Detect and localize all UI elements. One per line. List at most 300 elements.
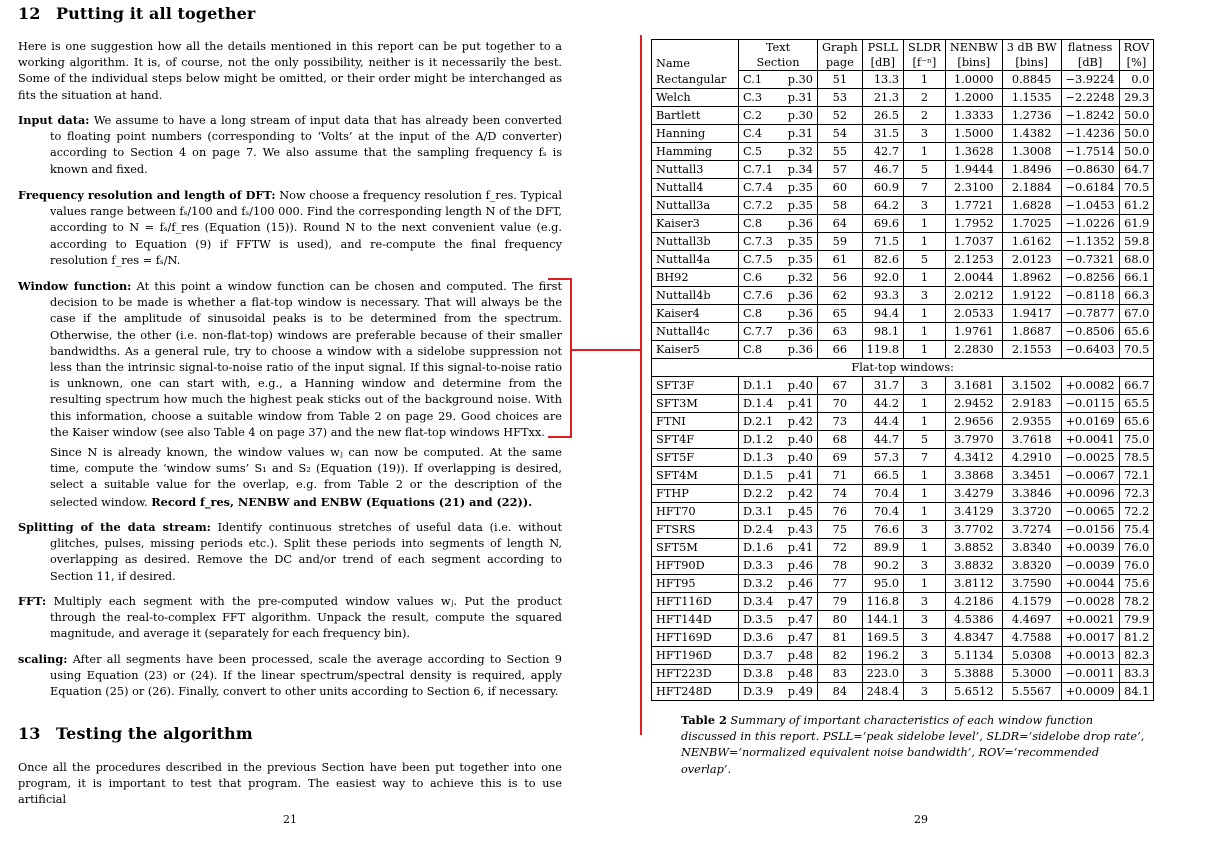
cell-sldr: 3: [904, 593, 946, 611]
cell-graph-page: 83: [818, 665, 863, 683]
cell-name: FTNI: [652, 413, 739, 431]
caption-label: Table 2: [681, 713, 727, 727]
cell-rov: 68.0: [1119, 251, 1154, 269]
cell-flatness: −3.9224: [1061, 71, 1119, 89]
cell-rov: 65.6: [1119, 323, 1154, 341]
header-flatness-unit: [dB]: [1061, 55, 1119, 71]
cell-section: D.3.3: [739, 557, 784, 575]
cell-graph-page: 57: [818, 161, 863, 179]
cell-graph-page: 63: [818, 323, 863, 341]
item-term: Splitting of the data stream:: [18, 520, 211, 534]
cell-nenbw: 2.0212: [945, 287, 1002, 305]
header-page: page: [818, 55, 863, 71]
cell-sldr: 5: [904, 431, 946, 449]
cell-nenbw: 1.0000: [945, 71, 1002, 89]
cell-3db-bw: 1.9417: [1002, 305, 1061, 323]
cell-name: HFT169D: [652, 629, 739, 647]
cell-nenbw: 3.1681: [945, 377, 1002, 395]
cell-graph-page: 60: [818, 179, 863, 197]
table-row: [652, 611, 1154, 629]
cell-rov: 78.2: [1119, 593, 1154, 611]
cell-3db-bw: 1.7025: [1002, 215, 1061, 233]
cell-nenbw: 3.8852: [945, 539, 1002, 557]
cell-flatness: +0.0039: [1061, 539, 1119, 557]
cell-psll: 144.1: [862, 611, 903, 629]
cell-3db-bw: 1.3008: [1002, 143, 1061, 161]
cell-flatness: −0.6184: [1061, 179, 1119, 197]
cell-name: Hamming: [652, 143, 739, 161]
cell-3db-bw: 3.1502: [1002, 377, 1061, 395]
item-term: Input data:: [18, 113, 90, 127]
cell-sldr: 3: [904, 125, 946, 143]
cell-flatness: −1.1352: [1061, 233, 1119, 251]
cell-section: D.3.7: [739, 647, 784, 665]
cell-section-page: p.47: [783, 611, 818, 629]
header-flatness: flatness: [1061, 40, 1119, 56]
cell-rov: 61.9: [1119, 215, 1154, 233]
cell-graph-page: 61: [818, 251, 863, 269]
annotation-bracket: [548, 278, 572, 438]
cell-graph-page: 77: [818, 575, 863, 593]
cell-3db-bw: 2.1553: [1002, 341, 1061, 359]
cell-graph-page: 76: [818, 503, 863, 521]
cell-nenbw: 3.3868: [945, 467, 1002, 485]
cell-section-page: p.30: [783, 107, 818, 125]
page-number-right: 29: [914, 813, 928, 826]
cell-name: BH92: [652, 269, 739, 287]
cell-name: Bartlett: [652, 107, 739, 125]
table-row: [652, 71, 1154, 89]
cell-nenbw: 2.9656: [945, 413, 1002, 431]
cell-sldr: 5: [904, 161, 946, 179]
section-13-heading: [18, 724, 253, 743]
header-psll-unit: [dB]: [862, 55, 903, 71]
cell-name: HFT144D: [652, 611, 739, 629]
cell-section: D.3.5: [739, 611, 784, 629]
table-row: [652, 287, 1154, 305]
cell-name: SFT4M: [652, 467, 739, 485]
table-row: [652, 539, 1154, 557]
header-psll: PSLL: [862, 40, 903, 56]
cell-section: C.8: [739, 215, 784, 233]
cell-graph-page: 72: [818, 539, 863, 557]
cell-graph-page: 65: [818, 305, 863, 323]
cell-flatness: +0.0021: [1061, 611, 1119, 629]
cell-graph-page: 73: [818, 413, 863, 431]
cell-psll: 248.4: [862, 683, 903, 701]
cell-flatness: −0.8630: [1061, 161, 1119, 179]
cell-rov: 50.0: [1119, 125, 1154, 143]
cell-sldr: 3: [904, 197, 946, 215]
cell-section-page: p.40: [783, 449, 818, 467]
page-number-left: 21: [283, 813, 297, 826]
table-row: [652, 251, 1154, 269]
table-row: [652, 395, 1154, 413]
cell-psll: 116.8: [862, 593, 903, 611]
cell-flatness: +0.0013: [1061, 647, 1119, 665]
cell-3db-bw: 3.8320: [1002, 557, 1061, 575]
cell-section-page: p.31: [783, 89, 818, 107]
flat-top-label: Flat-top windows:: [652, 359, 1154, 377]
header-3db-bw: 3 dB BW: [1002, 40, 1061, 56]
cell-3db-bw: 0.8845: [1002, 71, 1061, 89]
cell-psll: 89.9: [862, 539, 903, 557]
cell-graph-page: 69: [818, 449, 863, 467]
table-header-row: [652, 40, 1154, 56]
cell-rov: 79.9: [1119, 611, 1154, 629]
cell-nenbw: 1.7952: [945, 215, 1002, 233]
cell-section-page: p.34: [783, 161, 818, 179]
cell-section-page: p.35: [783, 233, 818, 251]
section-title: Putting it all together: [56, 4, 256, 23]
cell-rov: 65.6: [1119, 413, 1154, 431]
cell-nenbw: 2.2830: [945, 341, 1002, 359]
cell-section-page: p.36: [783, 215, 818, 233]
cell-graph-page: 59: [818, 233, 863, 251]
cell-graph-page: 51: [818, 71, 863, 89]
cell-section-page: p.41: [783, 539, 818, 557]
table-row: [652, 143, 1154, 161]
cell-graph-page: 58: [818, 197, 863, 215]
cell-nenbw: 1.3628: [945, 143, 1002, 161]
caption-text: Summary of important characteristics of each window function discussed in this report. PSLL=‘peak sidelobe level’, SLDR=‘sidelobe drop rate’, NENBW=‘normalized equivalent noise bandwidth’, ROV=‘recommended overlap’.: [681, 714, 1145, 776]
cell-rov: 66.7: [1119, 377, 1154, 395]
cell-name: SFT4F: [652, 431, 739, 449]
item-text: After all segments have been processed, scale the average according to Section 9 using Equation (23) or (24). If the linear spectrum/spectral density is required, apply Equation (25) or (26). Finally, convert to other units according to Section 6, if necessary.: [50, 653, 562, 699]
cell-flatness: +0.0009: [1061, 683, 1119, 701]
cell-rov: 65.5: [1119, 395, 1154, 413]
cell-nenbw: 3.4279: [945, 485, 1002, 503]
cell-3db-bw: 3.7274: [1002, 521, 1061, 539]
cell-name: Nuttall4a: [652, 251, 739, 269]
cell-sldr: 7: [904, 179, 946, 197]
item-term: Frequency resolution and length of DFT:: [18, 188, 276, 202]
cell-flatness: −0.8506: [1061, 323, 1119, 341]
cell-flatness: −0.8256: [1061, 269, 1119, 287]
cell-psll: 95.0: [862, 575, 903, 593]
cell-rov: 82.3: [1119, 647, 1154, 665]
cell-section: C.2: [739, 107, 784, 125]
cell-section-page: p.47: [783, 629, 818, 647]
cell-nenbw: 5.3888: [945, 665, 1002, 683]
cell-section: C.7.1: [739, 161, 784, 179]
cell-rov: 50.0: [1119, 107, 1154, 125]
cell-rov: 75.6: [1119, 575, 1154, 593]
window-summary-table: [651, 39, 1154, 701]
cell-3db-bw: 2.1884: [1002, 179, 1061, 197]
item-text: Now choose a frequency resolution f_res. Typical values range between fₛ/100 and fₛ/100 000. Find the corresponding length N of the DFT, according to N = fₛ/f_res (Equation (15)). Round N to the next convenient value (e.g. according to Equation (9) if FFTW is used), and re-compute the final frequency resolution f_res = fₛ/N.: [50, 189, 562, 267]
header-name: Name: [652, 40, 739, 71]
flat-top-separator-row: [652, 359, 1154, 377]
cell-sldr: 3: [904, 521, 946, 539]
window-followup-paragraph: [50, 445, 562, 511]
cell-3db-bw: 1.9122: [1002, 287, 1061, 305]
cell-rov: 29.3: [1119, 89, 1154, 107]
cell-sldr: 3: [904, 377, 946, 395]
cell-3db-bw: 1.1535: [1002, 89, 1061, 107]
cell-sldr: 2: [904, 107, 946, 125]
item-term: FFT:: [18, 594, 47, 608]
table-row: [652, 197, 1154, 215]
cell-section: D.3.2: [739, 575, 784, 593]
cell-nenbw: 1.2000: [945, 89, 1002, 107]
cell-section-page: p.36: [783, 341, 818, 359]
annotation-connector-line: [572, 349, 642, 351]
section-title: Testing the algorithm: [56, 724, 253, 743]
cell-name: Kaiser5: [652, 341, 739, 359]
item-fft: [18, 593, 562, 643]
cell-sldr: 1: [904, 575, 946, 593]
cell-rov: 76.0: [1119, 539, 1154, 557]
cell-name: HFT95: [652, 575, 739, 593]
cell-name: Nuttall3a: [652, 197, 739, 215]
cell-sldr: 1: [904, 395, 946, 413]
cell-psll: 31.5: [862, 125, 903, 143]
cell-3db-bw: 1.8496: [1002, 161, 1061, 179]
cell-name: Nuttall4: [652, 179, 739, 197]
cell-nenbw: 1.7721: [945, 197, 1002, 215]
table-row: [652, 161, 1154, 179]
cell-section: D.3.1: [739, 503, 784, 521]
cell-psll: 44.4: [862, 413, 903, 431]
cell-section: C.7.2: [739, 197, 784, 215]
cell-psll: 70.4: [862, 503, 903, 521]
cell-nenbw: 1.5000: [945, 125, 1002, 143]
cell-section: C.8: [739, 305, 784, 323]
cell-graph-page: 55: [818, 143, 863, 161]
cell-section-page: p.49: [783, 683, 818, 701]
cell-section-page: p.48: [783, 647, 818, 665]
cell-name: Welch: [652, 89, 739, 107]
cell-psll: 26.5: [862, 107, 903, 125]
cell-flatness: −1.0453: [1061, 197, 1119, 215]
header-nenbw-unit: [bins]: [945, 55, 1002, 71]
cell-graph-page: 52: [818, 107, 863, 125]
cell-flatness: −0.7321: [1061, 251, 1119, 269]
header-text: Text: [739, 40, 818, 56]
table-row: [652, 485, 1154, 503]
cell-section: D.1.4: [739, 395, 784, 413]
cell-flatness: −1.0226: [1061, 215, 1119, 233]
cell-section-page: p.47: [783, 593, 818, 611]
cell-3db-bw: 1.4382: [1002, 125, 1061, 143]
cell-sldr: 1: [904, 467, 946, 485]
cell-section-page: p.40: [783, 377, 818, 395]
cell-rov: 61.2: [1119, 197, 1154, 215]
cell-3db-bw: 4.4697: [1002, 611, 1061, 629]
item-text: Multiply each segment with the pre-computed window values wⱼ. Put the product through the real-to-complex FFT algorithm. Unpack the result, compute the squared magnitude, and average it (separately for each frequency bin).: [50, 595, 563, 641]
cell-sldr: 3: [904, 287, 946, 305]
section-13-paragraph: Once all the procedures described in the previous Section have been put together into one program, it is important to test that program. The easiest way to achieve this is to use artificial: [18, 761, 562, 807]
cell-3db-bw: 2.9183: [1002, 395, 1061, 413]
cell-sldr: 3: [904, 611, 946, 629]
cell-name: HFT223D: [652, 665, 739, 683]
cell-section: D.1.5: [739, 467, 784, 485]
cell-sldr: 7: [904, 449, 946, 467]
cell-sldr: 5: [904, 251, 946, 269]
cell-sldr: 1: [904, 71, 946, 89]
item-scaling: [18, 651, 562, 701]
cell-sldr: 3: [904, 683, 946, 701]
cell-name: HFT196D: [652, 647, 739, 665]
table-body-flat-top: [652, 377, 1154, 701]
cell-flatness: −0.0115: [1061, 395, 1119, 413]
annotation-vertical-line: [640, 35, 642, 735]
cell-psll: 44.7: [862, 431, 903, 449]
cell-section-page: p.45: [783, 503, 818, 521]
cell-section: C.3: [739, 89, 784, 107]
cell-section: D.1.3: [739, 449, 784, 467]
cell-flatness: +0.0041: [1061, 431, 1119, 449]
cell-graph-page: 67: [818, 377, 863, 395]
header-section: Section: [739, 55, 818, 71]
table-row: [652, 269, 1154, 287]
cell-sldr: 1: [904, 485, 946, 503]
cell-nenbw: 2.0533: [945, 305, 1002, 323]
cell-sldr: 1: [904, 539, 946, 557]
cell-section: C.8: [739, 341, 784, 359]
cell-nenbw: 2.0044: [945, 269, 1002, 287]
cell-name: Nuttall3: [652, 161, 739, 179]
cell-flatness: −0.0067: [1061, 467, 1119, 485]
cell-section: C.7.4: [739, 179, 784, 197]
table-row: [652, 557, 1154, 575]
cell-sldr: 1: [904, 413, 946, 431]
table-row: [652, 521, 1154, 539]
table-row: [652, 341, 1154, 359]
table-row: [652, 431, 1154, 449]
cell-3db-bw: 4.7588: [1002, 629, 1061, 647]
cell-section: D.3.6: [739, 629, 784, 647]
item-text: We assume to have a long stream of input data that has already been converted to floating point numbers (corresponding to ‘Volts’ at the input of the A/D converter) according to Section 4 on page 7. We also assume that the sampling frequency fₛ is known and fixed.: [50, 114, 562, 176]
cell-psll: 57.3: [862, 449, 903, 467]
item-text: At this point a window function can be chosen and computed. The first decision to be made is whether a flat-top window is necessary. That will always be the case if the amplitude of sinusoidal peaks is to be determined from the spectrum. Otherwise, the other (i.e. non-flat-top) windows are preferable because of their smaller bandwidths. As a general rule, try to choose a window with a sidelobe suppression not less than the intrinsic signal-to-noise ratio of the input signal. If this signal-to-noise ratio is unknown, one can start with, e.g., a Hanning window and determine from the resulting spectrum how much the highest peak sticks out of the background noise. With this information, choose a suitable window from Table 2 on page 29. Good choices are the Kaiser window (see also Table 4 on page 37) and the new flat-top windows HFTxx.: [50, 280, 563, 439]
cell-psll: 64.2: [862, 197, 903, 215]
cell-nenbw: 3.4129: [945, 503, 1002, 521]
cell-psll: 223.0: [862, 665, 903, 683]
cell-psll: 76.6: [862, 521, 903, 539]
table-row: [652, 683, 1154, 701]
table-row: [652, 629, 1154, 647]
cell-rov: 83.3: [1119, 665, 1154, 683]
cell-section-page: p.41: [783, 395, 818, 413]
cell-psll: 46.7: [862, 161, 903, 179]
section-12-heading: [18, 4, 255, 23]
cell-flatness: +0.0044: [1061, 575, 1119, 593]
cell-graph-page: 81: [818, 629, 863, 647]
table-row: [652, 89, 1154, 107]
cell-3db-bw: 5.3000: [1002, 665, 1061, 683]
cell-flatness: −1.7514: [1061, 143, 1119, 161]
cell-graph-page: 68: [818, 431, 863, 449]
cell-nenbw: 1.3333: [945, 107, 1002, 125]
cell-graph-page: 71: [818, 467, 863, 485]
cell-3db-bw: 3.7618: [1002, 431, 1061, 449]
cell-name: Kaiser4: [652, 305, 739, 323]
cell-nenbw: 4.2186: [945, 593, 1002, 611]
cell-section: D.1.2: [739, 431, 784, 449]
cell-section: C.7.3: [739, 233, 784, 251]
cell-psll: 92.0: [862, 269, 903, 287]
cell-psll: 93.3: [862, 287, 903, 305]
cell-sldr: 3: [904, 647, 946, 665]
cell-3db-bw: 1.6828: [1002, 197, 1061, 215]
cell-rov: 50.0: [1119, 143, 1154, 161]
cell-psll: 42.7: [862, 143, 903, 161]
table-row: [652, 449, 1154, 467]
table-row: [652, 215, 1154, 233]
cell-graph-page: 64: [818, 215, 863, 233]
cell-section-page: p.43: [783, 521, 818, 539]
cell-graph-page: 62: [818, 287, 863, 305]
cell-sldr: 3: [904, 665, 946, 683]
cell-section-page: p.36: [783, 323, 818, 341]
cell-section-page: p.30: [783, 71, 818, 89]
cell-3db-bw: 3.3846: [1002, 485, 1061, 503]
cell-sldr: 2: [904, 89, 946, 107]
cell-flatness: −0.8118: [1061, 287, 1119, 305]
cell-section: D.3.9: [739, 683, 784, 701]
cell-name: HFT116D: [652, 593, 739, 611]
cell-sldr: 1: [904, 215, 946, 233]
cell-section: C.7.6: [739, 287, 784, 305]
cell-psll: 69.6: [862, 215, 903, 233]
cell-sldr: 1: [904, 323, 946, 341]
item-term: Window function:: [18, 279, 132, 293]
section-number: 12: [18, 4, 41, 23]
cell-rov: 64.7: [1119, 161, 1154, 179]
table-row: [652, 413, 1154, 431]
cell-section-page: p.35: [783, 197, 818, 215]
window-followup-text: Since N is already known, the window values wⱼ can now be computed. At the same time, compute the ‘window sums’ S₁ and S₂ (Equation (19)). If overlapping is desired, select a suitable value for the overlap, e.g. from Table 2 or the description of the selected window.: [50, 446, 562, 509]
cell-sldr: 1: [904, 269, 946, 287]
header-graph: Graph: [818, 40, 863, 56]
cell-psll: 169.5: [862, 629, 903, 647]
cell-nenbw: 4.3412: [945, 449, 1002, 467]
cell-section: D.2.2: [739, 485, 784, 503]
cell-section: D.2.4: [739, 521, 784, 539]
cell-sldr: 1: [904, 143, 946, 161]
table-row: [652, 593, 1154, 611]
cell-section-page: p.42: [783, 485, 818, 503]
cell-graph-page: 82: [818, 647, 863, 665]
cell-3db-bw: 3.3720: [1002, 503, 1061, 521]
cell-flatness: −0.0011: [1061, 665, 1119, 683]
cell-3db-bw: 3.8340: [1002, 539, 1061, 557]
cell-sldr: 1: [904, 503, 946, 521]
cell-rov: 84.1: [1119, 683, 1154, 701]
cell-flatness: −2.2248: [1061, 89, 1119, 107]
cell-3db-bw: 4.2910: [1002, 449, 1061, 467]
cell-section: C.7.5: [739, 251, 784, 269]
cell-sldr: 1: [904, 341, 946, 359]
cell-sldr: 1: [904, 305, 946, 323]
cell-section-page: p.36: [783, 287, 818, 305]
table-row: [652, 125, 1154, 143]
cell-sldr: 3: [904, 629, 946, 647]
cell-section-page: p.42: [783, 413, 818, 431]
cell-3db-bw: 5.0308: [1002, 647, 1061, 665]
cell-3db-bw: 4.1579: [1002, 593, 1061, 611]
cell-name: SFT3M: [652, 395, 739, 413]
cell-name: Kaiser3: [652, 215, 739, 233]
cell-rov: 59.8: [1119, 233, 1154, 251]
cell-rov: 67.0: [1119, 305, 1154, 323]
cell-section-page: p.48: [783, 665, 818, 683]
cell-psll: 44.2: [862, 395, 903, 413]
cell-flatness: −0.6403: [1061, 341, 1119, 359]
cell-section: C.4: [739, 125, 784, 143]
